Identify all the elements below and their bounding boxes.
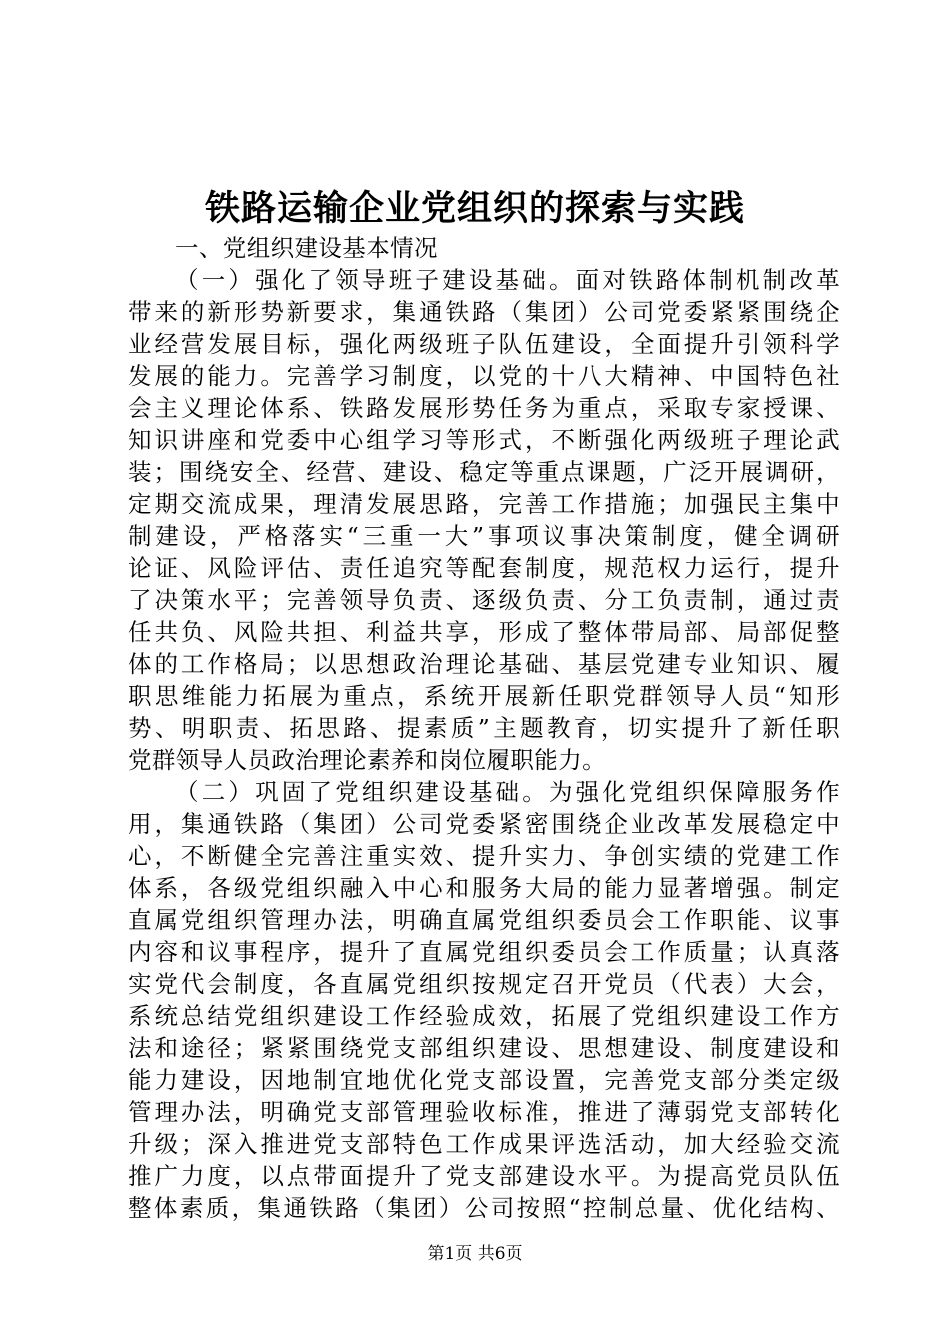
paragraph-line: 任共负、风险共担、利益共享，形成了整体带局部、局部促整: [128, 618, 840, 646]
paragraph-line: 会主义理论体系、铁路发展形势任务为重点，采取专家授课、: [128, 394, 840, 422]
paragraph-line: 党群领导人员政治理论素养和岗位履职能力。: [128, 746, 606, 774]
paragraph-line: 知识讲座和党委中心组学习等形式，不断强化两级班子理论武: [128, 426, 840, 454]
paragraph-line: 管理办法，明确党支部管理验收标准，推进了薄弱党支部转化: [128, 1098, 840, 1126]
paragraph-line: 整体素质，集通铁路（集团）公司按照“控制总量、优化结构、: [128, 1194, 840, 1222]
page-number-footer: 第1页 共6页: [427, 1244, 523, 1264]
paragraph-line: 势、明职责、拓思路、提素质”主题教育，切实提升了新任职: [128, 714, 840, 742]
paragraph-line: 升级；深入推进党支部特色工作成果评选活动，加大经验交流: [128, 1130, 840, 1158]
document-title: 铁路运输企业党组织的探索与实践: [204, 189, 745, 229]
paragraph-line: 用，集通铁路（集团）公司党委紧密围绕企业改革发展稳定中: [128, 810, 840, 838]
paragraph-line: 体系，各级党组织融入中心和服务大局的能力显著增强。制定: [128, 874, 840, 902]
paragraph-line: 制建设，严格落实“三重一大”事项议事决策制度，健全调研: [128, 522, 840, 550]
paragraph-line: 能力建设，因地制宜地优化党支部设置，完善党支部分类定级: [128, 1066, 840, 1094]
section-heading: 一、党组织建设基本情况: [175, 234, 438, 262]
paragraph-line: 职思维能力拓展为重点，系统开展新任职党群领导人员“知形: [128, 682, 840, 710]
paragraph-line: 带来的新形势新要求，集通铁路（集团）公司党委紧紧围绕企: [128, 298, 840, 326]
paragraph-line: （二）巩固了党组织建设基础。为强化党组织保障服务作: [175, 778, 840, 806]
paragraph-line: 实党代会制度，各直属党组织按规定召开党员（代表）大会，: [128, 970, 840, 998]
paragraph-line: 法和途径；紧紧围绕党支部组织建设、思想建设、制度建设和: [128, 1034, 840, 1062]
paragraph-line: 了决策水平；完善领导负责、逐级负责、分工负责制，通过责: [128, 586, 840, 614]
paragraph-line: 发展的能力。完善学习制度，以党的十八大精神、中国特色社: [128, 362, 840, 390]
paragraph-line: 论证、风险评估、责任追究等配套制度，规范权力运行，提升: [128, 554, 840, 582]
paragraph-line: （一）强化了领导班子建设基础。面对铁路体制机制改革: [175, 266, 840, 294]
paragraph-line: 心，不断健全完善注重实效、提升实力、争创实绩的党建工作: [128, 842, 840, 870]
paragraph-line: 装；围绕安全、经营、建设、稳定等重点课题，广泛开展调研，: [128, 458, 840, 486]
paragraph-line: 直属党组织管理办法，明确直属党组织委员会工作职能、议事: [128, 906, 840, 934]
paragraph-line: 定期交流成果，理清发展思路，完善工作措施；加强民主集中: [128, 490, 840, 518]
paragraph-line: 推广力度，以点带面提升了党支部建设水平。为提高党员队伍: [128, 1162, 840, 1190]
paragraph-line: 系统总结党组织建设工作经验成效，拓展了党组织建设工作方: [128, 1002, 840, 1030]
paragraph-line: 内容和议事程序，提升了直属党组织委员会工作质量；认真落: [128, 938, 840, 966]
paragraph-line: 体的工作格局；以思想政治理论基础、基层党建专业知识、履: [128, 650, 840, 678]
paragraph-line: 业经营发展目标，强化两级班子队伍建设，全面提升引领科学: [128, 330, 840, 358]
document-body: [128, 232, 840, 1224]
paragraph-2: [128, 776, 840, 1224]
paragraph-1: [128, 264, 840, 776]
